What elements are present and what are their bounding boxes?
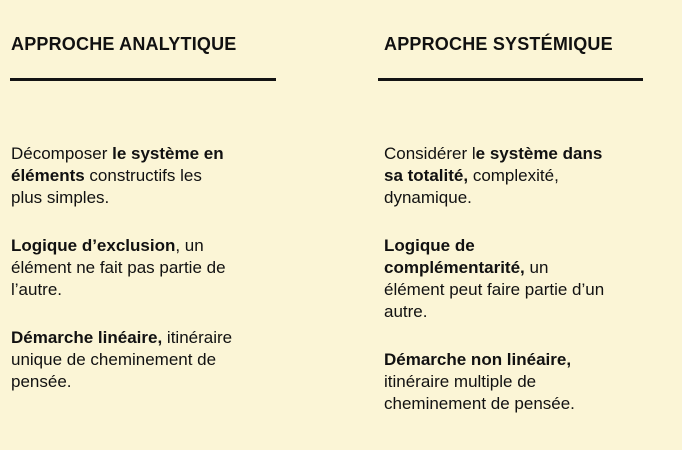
paragraph <box>384 235 648 323</box>
column-approche-analytique <box>11 33 279 393</box>
bold-text: éléments <box>11 166 85 185</box>
bold-text: Démarche linéaire, <box>11 328 163 347</box>
paragraph <box>384 349 648 415</box>
heading-underline <box>378 78 643 81</box>
paragraph <box>11 235 279 301</box>
bold-text: Logique de <box>384 236 475 255</box>
paragraph <box>384 143 648 209</box>
text-line <box>11 235 279 257</box>
bold-text: Logique d’exclusion <box>11 236 176 255</box>
text-line <box>384 301 648 323</box>
bold-text: complémentarité, <box>384 258 525 277</box>
regular-text: pensée. <box>11 372 72 391</box>
text-line <box>384 165 648 187</box>
regular-text: l’autre. <box>11 280 63 299</box>
text-line <box>384 143 648 165</box>
paragraph <box>11 143 279 209</box>
text-line <box>384 349 648 371</box>
regular-text: itinéraire <box>162 328 233 347</box>
regular-text: cheminement de pensée. <box>384 394 575 413</box>
column-heading-systemique: APPROCHE SYSTÉMIQUE <box>384 34 613 54</box>
paragraph <box>11 327 279 393</box>
regular-text: Décomposer <box>11 144 113 163</box>
column-body-analytique <box>11 143 279 393</box>
text-line <box>11 279 279 301</box>
text-line <box>384 187 648 209</box>
regular-text: complexité, <box>468 166 559 185</box>
regular-text: élément ne fait pas partie de <box>11 258 226 277</box>
text-line <box>384 235 648 257</box>
text-line <box>11 143 279 165</box>
heading-underline <box>10 78 276 81</box>
bold-text: Démarche non linéaire, <box>384 350 572 369</box>
column-heading-analytique: APPROCHE ANALYTIQUE <box>11 34 237 54</box>
regular-text: un <box>524 258 549 277</box>
column-approche-systemique <box>384 33 648 415</box>
text-line <box>384 371 648 393</box>
regular-text: élément peut faire partie d’un <box>384 280 605 299</box>
text-line <box>11 257 279 279</box>
text-line <box>11 187 279 209</box>
regular-text: plus simples. <box>11 188 110 207</box>
text-line <box>384 257 648 279</box>
bold-text: e système dans <box>475 144 603 163</box>
text-line <box>11 371 279 393</box>
regular-text: autre. <box>384 302 428 321</box>
regular-text: constructifs les <box>84 166 202 185</box>
bold-text: le système en <box>112 144 224 163</box>
regular-text: , un <box>175 236 204 255</box>
column-body-systemique <box>384 143 648 415</box>
bold-text: sa totalité, <box>384 166 469 185</box>
regular-text: unique de cheminement de <box>11 350 217 369</box>
regular-text: itinéraire multiple de <box>384 372 537 391</box>
text-line <box>11 349 279 371</box>
text-line <box>384 279 648 301</box>
regular-text: Considérer l <box>384 144 476 163</box>
text-line <box>11 165 279 187</box>
text-line <box>11 327 279 349</box>
text-line <box>384 393 648 415</box>
regular-text: dynamique. <box>384 188 472 207</box>
